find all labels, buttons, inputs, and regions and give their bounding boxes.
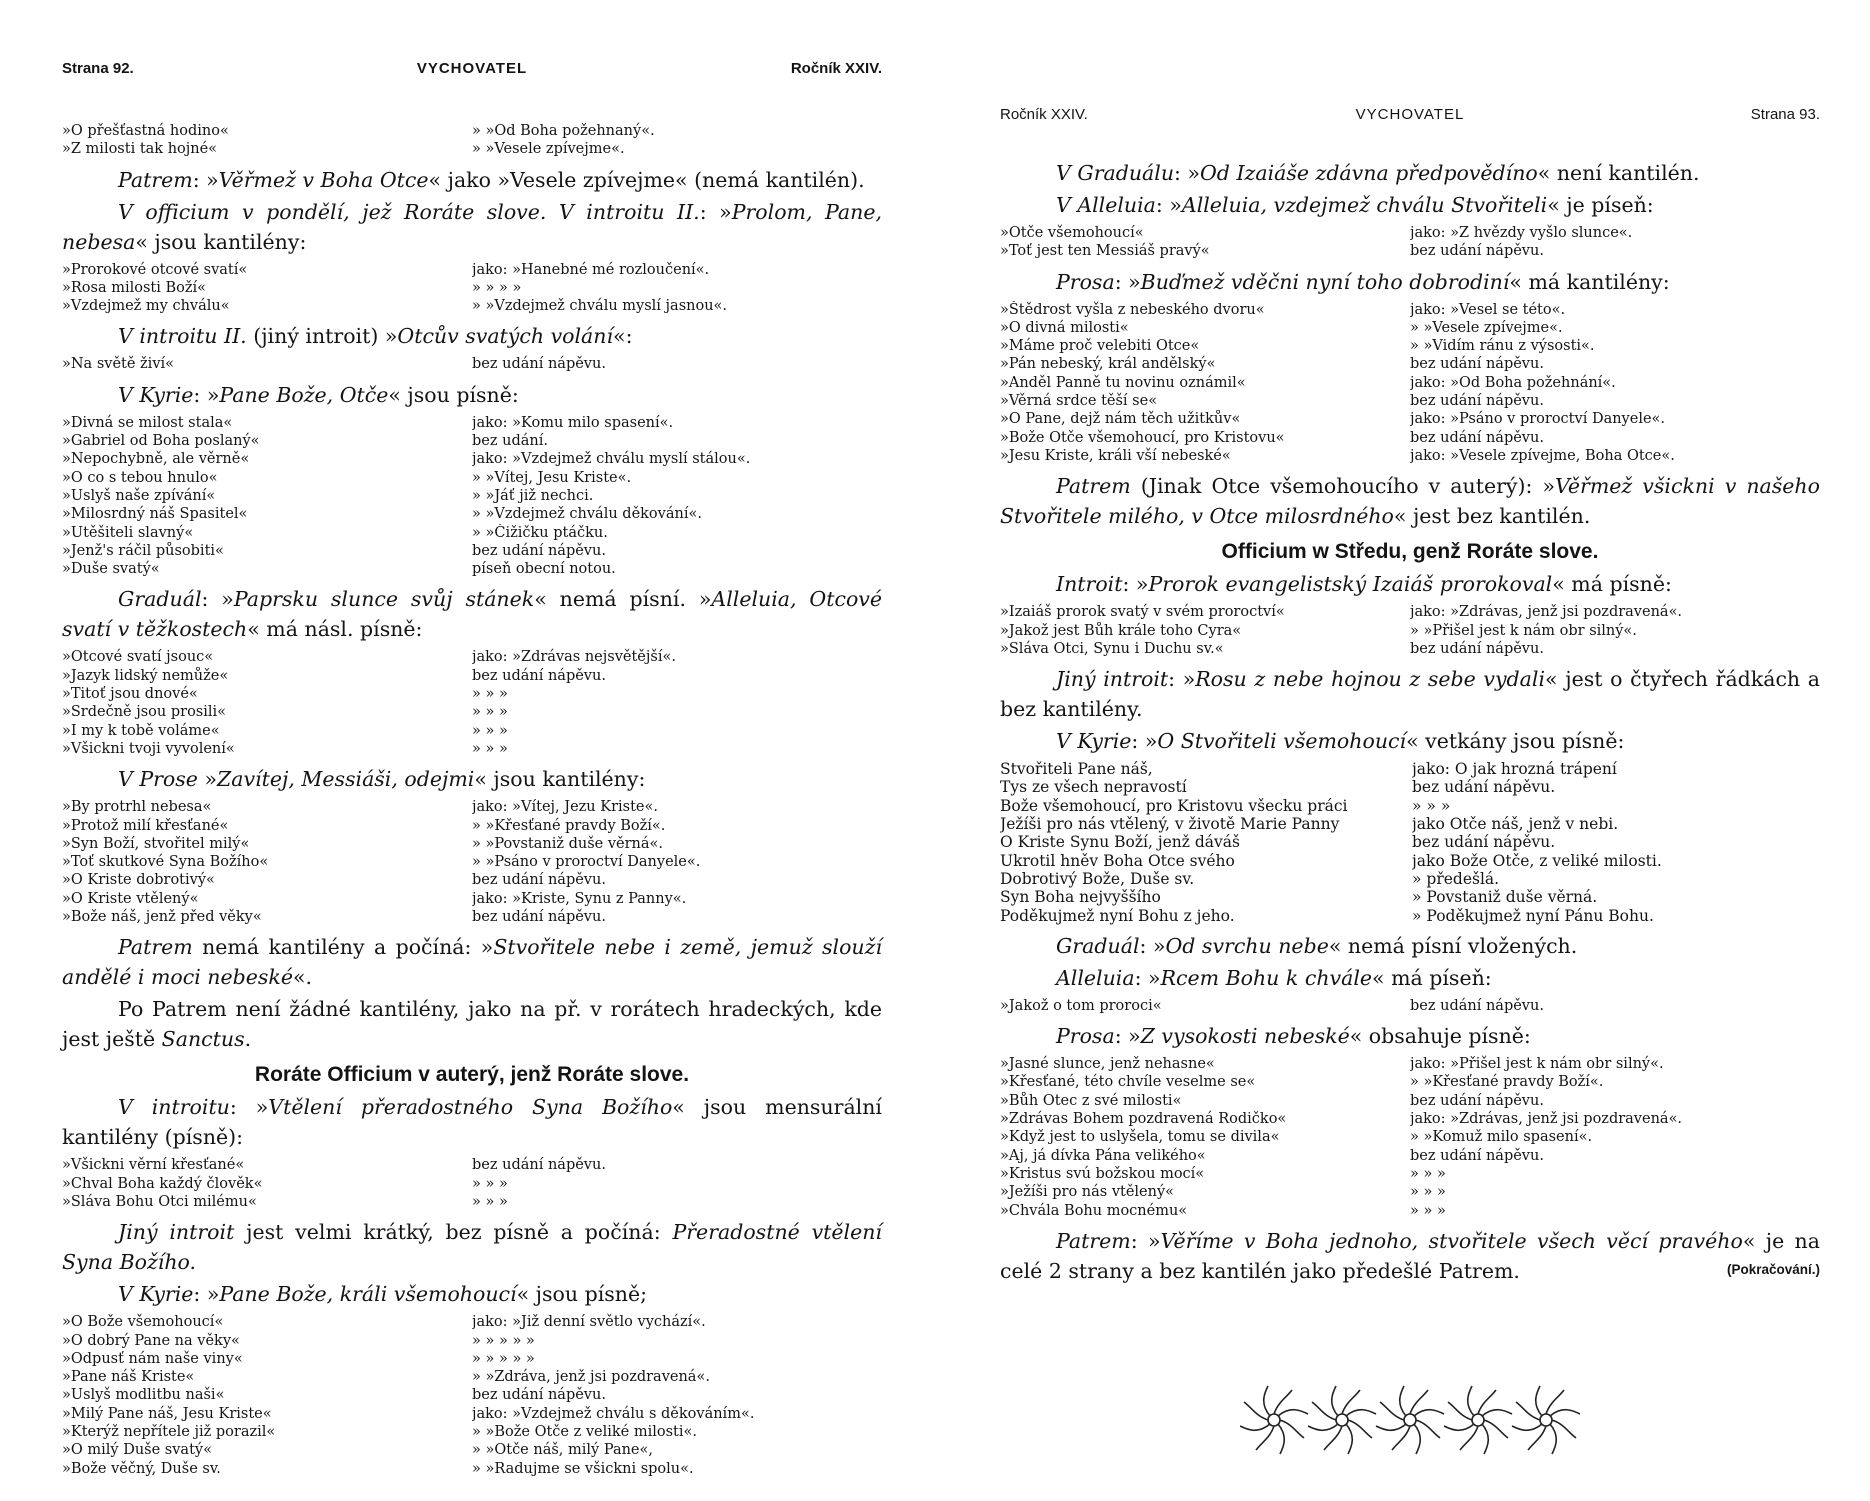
- song-title: »Jakož jest Bůh krále toho Cyra«: [1000, 622, 1242, 639]
- melody-reference: » »Radujme se všickni spolu«.: [472, 1460, 694, 1477]
- song-title: Stvořiteli Pane náš,: [1000, 760, 1153, 779]
- song-list-row: [1000, 870, 1820, 888]
- song-title: Dobrotivý Bože, Duše sv.: [1000, 869, 1195, 888]
- melody-reference: jako: »Zdrávas, jenž jsi pozdravená«.: [1410, 604, 1683, 621]
- melody-reference: » » »: [472, 740, 508, 757]
- melody-reference: jako: »Komu milo spasení«.: [472, 414, 674, 431]
- left-page-header: [62, 60, 882, 82]
- song-list-row: [62, 487, 882, 505]
- song-title: »Všickni věrní křesťané«: [62, 1157, 245, 1174]
- song-title: »Ježíši pro nás vtělený«: [1000, 1184, 1175, 1201]
- song-list-row: [1000, 447, 1820, 465]
- melody-reference: » »Přišel jest k nám obr silný«.: [1410, 622, 1637, 639]
- melody-reference: jako: »Již denní světlo vychází«.: [472, 1314, 706, 1331]
- melody-reference: » »Čižičku ptáčku.: [472, 524, 608, 541]
- melody-reference: » » »: [1410, 1202, 1446, 1219]
- song-list-row: [62, 722, 882, 740]
- song-list: [1000, 224, 1820, 261]
- song-title: »O přešťastná hodino«: [62, 123, 229, 139]
- song-list-row: [1000, 797, 1820, 815]
- melody-reference: » » » »: [472, 279, 522, 296]
- song-title: »Vzdejmež my chválu«: [62, 298, 230, 315]
- song-title: Tys ze všech nepravostí: [1000, 778, 1187, 797]
- song-title: »Na světě živí«: [62, 356, 175, 373]
- song-list-row: [1000, 833, 1820, 851]
- melody-reference: » »Vidím ránu z výsosti«.: [1410, 338, 1595, 355]
- melody-reference: » » »: [1412, 796, 1451, 815]
- song-list-row: [1000, 778, 1820, 796]
- song-title: »Jenž's ráčil působiti«: [62, 542, 224, 559]
- song-title: »Rosa milosti Boží«: [62, 279, 207, 296]
- song-list-row: [62, 414, 882, 432]
- song-list-row: [1000, 1183, 1820, 1201]
- song-list-row: [1000, 907, 1820, 925]
- song-list-row: [62, 853, 882, 871]
- melody-reference: » »Vesele zpívejme«.: [472, 141, 625, 158]
- melody-reference: » Povstaniž duše věrná.: [1412, 888, 1598, 907]
- song-list-row: [1000, 392, 1820, 410]
- song-list-row: [1000, 1073, 1820, 1091]
- melody-reference: jako: »Z hvězdy vyšlo slunce«.: [1410, 225, 1633, 241]
- melody-reference: jako: »Vesel se této«.: [1410, 301, 1566, 318]
- song-list-row: [62, 1156, 882, 1174]
- song-title: »Všickni tvoji vyvolení«: [62, 740, 235, 757]
- text-paragraph: Graduál: »Od svrchu nebe« nemá písní vložených.: [1056, 933, 1578, 958]
- melody-reference: bez udání nápěvu.: [472, 909, 606, 926]
- melody-reference: » »Křesťané pravdy Boží«.: [472, 817, 666, 834]
- song-list: [62, 1156, 882, 1211]
- song-title: »Nepochybně, ale věrně«: [62, 451, 250, 468]
- melody-reference: bez udání.: [472, 433, 548, 450]
- melody-reference: » »Otče náš, milý Pane«,: [472, 1442, 653, 1459]
- song-title: O Kriste Synu Boží, jenž dáváš: [1000, 833, 1241, 852]
- melody-reference: jako: »Hanebné mé rozloučení«.: [472, 261, 710, 278]
- melody-reference: » »Povstaniž duše věrná«.: [472, 835, 663, 852]
- song-title: »Uslyš modlitbu naši«: [62, 1387, 225, 1404]
- song-title: »Věrná srdce těší se«: [1000, 393, 1158, 410]
- song-title: »Pán nebeský, král andělský«: [1000, 356, 1216, 373]
- song-list-row: [62, 1175, 882, 1193]
- melody-reference: » »Psáno v proroctví Danyele«.: [472, 854, 701, 871]
- song-title: »Aj, já dívka Pána velikého«: [1000, 1147, 1206, 1164]
- song-list-row: [62, 1350, 882, 1368]
- song-title: »Štědrost vyšla z nebeského dvoru«: [1000, 301, 1265, 318]
- song-title: »Protož milí křesťané«: [62, 817, 229, 834]
- melody-reference: » »Vítej, Jesu Kriste«.: [472, 469, 632, 486]
- melody-reference: » » » » »: [472, 1350, 535, 1367]
- text-paragraph: V Graduálu: »Od Izaiáše zdávna předpovědíno« není kantilén.: [1056, 161, 1700, 185]
- song-list-row: [62, 1368, 882, 1386]
- song-list-row: [62, 122, 882, 140]
- song-list-row: [1000, 852, 1820, 870]
- song-title: Bože všemohoucí, pro Kristovu všecku práci: [1000, 796, 1348, 815]
- song-title: »Pane náš Kriste«: [62, 1369, 195, 1386]
- song-title: »Titoť jsou dnové«: [62, 686, 198, 703]
- song-title: »Bože věčný, Duše sv.: [62, 1460, 221, 1477]
- text-paragraph: V Kyrie: »O Stvořiteli všemohoucí« vetkány jsou písně:: [1056, 729, 1625, 754]
- song-title: »Prorokové otcové svatí«: [62, 261, 248, 278]
- melody-reference: » » »: [472, 1175, 508, 1192]
- song-list-row: [1000, 319, 1820, 337]
- melody-reference: » » »: [472, 686, 508, 703]
- song-list: [62, 122, 882, 159]
- melody-reference: bez udání nápěvu.: [1410, 1147, 1544, 1164]
- song-title: »Křesťané, této chvíle veselme se«: [1000, 1074, 1256, 1091]
- song-list-row: [62, 1460, 882, 1478]
- song-title: »O Pane, dejž nám těch užitkův«: [1000, 411, 1241, 428]
- right-page-header: [1000, 106, 1820, 128]
- text-paragraph: V Prose »Zavítej, Messiáši, odejmi« jsou kantilény:: [118, 767, 646, 792]
- melody-reference: bez udání nápěvu.: [472, 1157, 606, 1174]
- melody-reference: » »Komuž milo spasení«.: [1410, 1129, 1593, 1146]
- song-title: »O Bože všemohoucí«: [62, 1314, 224, 1331]
- song-title: »Z milosti tak hojné«: [62, 141, 218, 158]
- song-title: Poděkujmež nyní Bohu z jeho.: [1000, 906, 1235, 925]
- song-title: »Máme proč velebiti Otce«: [1000, 338, 1200, 355]
- volume-label: Ročník XXIV.: [1000, 106, 1088, 123]
- song-title: »Jasné slunce, jenž nehasne«: [1000, 1056, 1215, 1073]
- text-paragraph: Introit: »Prorok evangelistský Izaiáš prorokoval« má písně:: [1056, 572, 1672, 597]
- song-list-row: [1000, 410, 1820, 428]
- song-list: [1000, 1055, 1820, 1220]
- song-title: »Sláva Bohu Otci milému«: [62, 1193, 257, 1210]
- song-title: Ježíši pro nás vtělený, v životě Marie Panny: [1000, 815, 1340, 834]
- song-list-row: [62, 355, 882, 373]
- melody-reference: » předešlá.: [1412, 869, 1500, 888]
- song-title: »Kristus svú božskou mocí«: [1000, 1165, 1205, 1182]
- text-paragraph: V introitu II. (jiný introit) »Otcův svatých volání«:: [118, 324, 633, 349]
- song-list-row: [62, 279, 882, 297]
- melody-reference: jako: »Přišel jest k nám obr silný«.: [1410, 1056, 1664, 1073]
- song-title: »Anděl Panně tu novinu oznámil«: [1000, 374, 1246, 391]
- melody-reference: » » »: [472, 704, 508, 721]
- song-title: »Uslyš naše zpívání«: [62, 487, 216, 504]
- melody-reference: bez udání nápěvu.: [1410, 243, 1544, 260]
- song-list-row: [62, 560, 882, 578]
- text-paragraph: Jiný introit jest velmi krátký, bez písně a počíná: Přeradostné vtělení Syna Božího.: [62, 1220, 882, 1275]
- melody-reference: jako Bože Otče, z veliké milosti.: [1412, 851, 1662, 870]
- song-list-row: [62, 740, 882, 758]
- song-title: Syn Boha nejvyššího: [1000, 888, 1161, 907]
- song-list-row: [1000, 888, 1820, 906]
- text-paragraph: Jiný introit: »Rosu z nebe hojnou z sebe vydali« jest o čtyřech řádkách a bez kantilény.: [1000, 667, 1820, 722]
- song-title: »Chvála Bohu mocnému«: [1000, 1202, 1188, 1219]
- text-paragraph: Prosa: »Buďmež vděčni nyní toho dobrodiní« má kantilény:: [1056, 269, 1670, 294]
- decorative-flourish-ornament: [1240, 1380, 1580, 1460]
- song-list-row: [62, 469, 882, 487]
- journal-title: VYCHOVATEL: [416, 60, 528, 77]
- text-paragraph: V Kyrie: »Pane Bože, králi všemohoucí« jsou písně;: [118, 1282, 648, 1307]
- song-list-row: [62, 1441, 882, 1459]
- song-list: [1000, 301, 1820, 466]
- song-title: »Milosrdný náš Spasitel«: [62, 506, 248, 523]
- melody-reference: bez udání nápěvu.: [1410, 640, 1544, 657]
- song-title: »O Kriste dobrotivý«: [62, 872, 215, 889]
- song-title: »Toť jest ten Messiáš pravý«: [1000, 243, 1210, 260]
- song-list-row: [1000, 1165, 1820, 1183]
- song-title: »Sláva Otci, Synu i Duchu sv.«: [1000, 640, 1224, 657]
- melody-reference: jako Otče náš, jenž v nebi.: [1412, 815, 1619, 834]
- section-heading: Officium w Středu, genž Roráte slove.: [1221, 540, 1599, 564]
- melody-reference: jako: »Zdrávas, jenž jsi pozdravená«.: [1410, 1111, 1683, 1128]
- song-list-row: [1000, 337, 1820, 355]
- song-list-row: [1000, 640, 1820, 658]
- melody-reference: » » »: [1410, 1165, 1446, 1182]
- song-title: »Syn Boží, stvořitel milý«: [62, 835, 250, 852]
- text-paragraph: Patrem nemá kantilény a počíná: »Stvořitele nebe i země, jemuž slouží andělé i moci nebeské«.: [62, 935, 882, 990]
- song-list-row: [1000, 429, 1820, 447]
- song-list-row: [62, 835, 882, 853]
- melody-reference: bez udání nápěvu.: [472, 542, 606, 559]
- melody-reference: jako: »Zdrávas nejsvětější«.: [472, 649, 676, 666]
- song-list-row: [1000, 1055, 1820, 1073]
- melody-reference: bez udání nápěvu.: [472, 1387, 606, 1404]
- song-list-row: [1000, 374, 1820, 392]
- melody-reference: jako: »Kriste, Synu z Panny«.: [472, 890, 687, 907]
- text-paragraph: Patrem: »Věřmež v Boha Otce« jako »Vesele zpívejme« (nemá kantilén).: [118, 167, 865, 192]
- melody-reference: jako: »Od Boha požehnání«.: [1410, 374, 1616, 391]
- song-title: »Odpusť nám naše viny«: [62, 1350, 243, 1367]
- song-list-row: [62, 648, 882, 666]
- melody-reference: bez udání nápěvu.: [1410, 393, 1544, 410]
- melody-reference: bez udání nápěvu.: [1410, 1092, 1544, 1109]
- melody-reference: » » »: [1410, 1184, 1446, 1201]
- song-list: [62, 355, 882, 373]
- melody-reference: » »Vesele zpívejme«.: [1410, 319, 1563, 336]
- melody-reference: bez udání nápěvu.: [472, 667, 606, 684]
- song-list-row: [62, 524, 882, 542]
- song-title: »By protrhl nebesa«: [62, 799, 212, 816]
- song-title: »Otče všemohoucí«: [1000, 225, 1144, 241]
- song-title: »Jazyk lidský nemůže«: [62, 667, 229, 684]
- song-list: [1000, 997, 1820, 1015]
- song-list-row: [62, 261, 882, 279]
- song-title: »Milý Pane náš, Jesu Kriste«: [62, 1405, 272, 1422]
- page-number: Strana 93.: [1750, 106, 1820, 123]
- song-list-row: [62, 667, 882, 685]
- melody-reference: » »Bože Otče z veliké milosti«.: [472, 1423, 698, 1440]
- song-list-row: [1000, 1202, 1820, 1220]
- song-list-row: [62, 685, 882, 703]
- right-page-body: [1000, 156, 1820, 1286]
- song-title: »Izaiáš prorok svatý v svém proroctví«: [1000, 604, 1285, 621]
- song-title: »O co s tebou hnulo«: [62, 469, 218, 486]
- section-heading: Roráte Officium v auterý, jenž Roráte slove.: [254, 1063, 690, 1087]
- song-list-row: [62, 908, 882, 926]
- song-list-row: [62, 817, 882, 835]
- song-title: »Bůh Otec z své milosti«: [1000, 1092, 1182, 1109]
- song-title: »O milý Duše svatý«: [62, 1442, 212, 1459]
- melody-reference: bez udání nápěvu.: [1410, 356, 1544, 373]
- song-list: [62, 798, 882, 926]
- text-paragraph: V Kyrie: »Pane Bože, Otče« jsou písně:: [118, 382, 519, 407]
- song-list-row: [62, 1313, 882, 1331]
- song-list-row: [1000, 815, 1820, 833]
- song-list-row: [62, 1193, 882, 1211]
- melody-reference: bez udání nápěvu.: [1412, 778, 1556, 797]
- song-list: [62, 414, 882, 579]
- song-title: »Kterýž nepřítele již porazil«: [62, 1423, 276, 1440]
- melody-reference: jako: »Vzdejmež chválu myslí stálou«.: [472, 451, 751, 468]
- song-title: »Duše svatý«: [62, 561, 160, 578]
- text-paragraph: V Alleluia: »Alleluia, vzdejmež chválu Stvořiteli« je píseň:: [1056, 193, 1654, 217]
- song-title: »Když jest to uslyšela, tomu se divila«: [1000, 1129, 1280, 1146]
- song-list-row: [1000, 1128, 1820, 1146]
- song-list-row: [62, 505, 882, 523]
- song-list-row: [1000, 224, 1820, 242]
- song-title: »O Kriste vtělený«: [62, 890, 199, 907]
- melody-reference: » »Vzdejmež chválu myslí jasnou«.: [472, 298, 728, 315]
- song-list-row: [1000, 997, 1820, 1015]
- melody-reference: jako: O jak hrozná trápení: [1412, 760, 1617, 779]
- song-title: Ukrotil hněv Boha Otce svého: [1000, 851, 1235, 870]
- page-number: Strana 92.: [62, 60, 134, 77]
- song-list-row: [1000, 242, 1820, 260]
- song-list-row: [62, 140, 882, 158]
- song-list: [62, 261, 882, 316]
- song-title: »Toť skutkové Syna Božího«: [62, 854, 269, 871]
- left-page-body: [62, 118, 882, 1484]
- song-list-row: [1000, 622, 1820, 640]
- song-list-row: [62, 297, 882, 315]
- melody-reference: » » »: [472, 722, 508, 739]
- melody-reference: bez udání nápěvu.: [1410, 997, 1544, 1014]
- song-list-row: [62, 890, 882, 908]
- song-title: »Srdečně jsou prosili«: [62, 704, 227, 721]
- song-title: »Divná se milost stala«: [62, 414, 233, 431]
- song-list-row: [62, 1332, 882, 1350]
- melody-reference: jako: »Vítej, Jezu Kriste«.: [472, 799, 658, 816]
- song-title: »Jakož o tom proroci«: [1000, 997, 1162, 1014]
- melody-reference: » »Křesťané pravdy Boží«.: [1410, 1074, 1604, 1091]
- song-list: [1000, 603, 1820, 658]
- song-list-row: [1000, 355, 1820, 373]
- melody-reference: » »Jáť již nechci.: [472, 487, 594, 504]
- song-title: »Chval Boha každý člověk«: [62, 1175, 263, 1192]
- melody-reference: bez udání nápěvu.: [472, 872, 606, 889]
- melody-reference: jako: »Psáno v proroctví Danyele«.: [1410, 411, 1666, 428]
- melody-reference: » »Od Boha požehnaný«.: [472, 123, 655, 139]
- song-title: »O dobrý Pane na věky«: [62, 1332, 240, 1349]
- song-list-row: [62, 1423, 882, 1441]
- song-title: »Jesu Kriste, králi vší nebeské«: [1000, 447, 1231, 464]
- song-list: [62, 648, 882, 758]
- song-list: [62, 1313, 882, 1478]
- song-list-row: [62, 798, 882, 816]
- melody-reference: jako: »Vzdejmež chválu s děkováním«.: [472, 1405, 755, 1422]
- text-paragraph: Prosa: »Z vysokosti nebeské« obsahuje písně:: [1056, 1024, 1531, 1049]
- melody-reference: bez udání nápěvu.: [472, 356, 606, 373]
- song-list-row: [62, 1386, 882, 1404]
- text-paragraph: V introitu: »Vtělení přeradostného Syna Božího« jsou mensurální kantilény (písně):: [62, 1095, 882, 1150]
- song-list-row: [62, 542, 882, 560]
- melody-reference: » Poděkujmež nyní Pánu Bohu.: [1412, 906, 1654, 925]
- text-paragraph: V officium v pondělí, jež Roráte slove. V introitu II.: »Prolom, Pane, nebesa« jsou kantilény:: [62, 199, 882, 254]
- melody-reference: píseň obecní notou.: [472, 561, 616, 578]
- song-list-row: [1000, 1092, 1820, 1110]
- song-list-row: [1000, 603, 1820, 621]
- text-paragraph: Patrem: »Věříme v Boha jednoho, stvořitele všech věcí pravého« je na celé 2 strany a bez kantilén jako předešlé Patrem.: [1000, 1228, 1820, 1283]
- song-title: »Otcové svatí jsouc«: [62, 649, 214, 666]
- song-list-row: [1000, 760, 1820, 778]
- text-paragraph: Patrem (Jinak Otce všemohoucího v auterý): »Věřmež všickni v našeho Stvořitele milého, v Otce milosrdného« jest bez kantilén.: [1000, 474, 1820, 529]
- song-list-row: [62, 432, 882, 450]
- song-title: »Utěšiteli slavný«: [62, 524, 194, 541]
- song-title: »I my k tobě voláme«: [62, 722, 220, 739]
- song-title: »Zdrávas Bohem pozdravená Rodičko«: [1000, 1111, 1287, 1128]
- continuation-note: (Pokračování.): [1726, 1261, 1820, 1277]
- melody-reference: » »Zdráva, jenž jsi pozdravená«.: [472, 1369, 710, 1386]
- song-list-row: [1000, 301, 1820, 319]
- text-paragraph: Alleluia: »Rcem Bohu k chvále« má píseň:: [1056, 965, 1492, 990]
- song-list-row: [62, 1405, 882, 1423]
- song-list-row: [1000, 1147, 1820, 1165]
- melody-reference: jako: »Vesele zpívejme, Boha Otce«.: [1410, 447, 1675, 464]
- song-list-row: [62, 871, 882, 889]
- song-title: »O divná milosti«: [1000, 319, 1129, 336]
- melody-reference: » » » » »: [472, 1332, 535, 1349]
- melody-reference: bez udání nápěvu.: [1412, 833, 1556, 852]
- volume-label: Ročník XXIV.: [790, 60, 882, 77]
- text-paragraph: Po Patrem není žádné kantilény, jako na př. v rorátech hradeckých, kde jest ještě Sanctus.: [62, 997, 882, 1052]
- song-title: »Gabriel od Boha poslaný«: [62, 433, 260, 450]
- song-list-row: [62, 703, 882, 721]
- melody-reference: » » »: [472, 1193, 508, 1210]
- melody-reference: » »Vzdejmež chválu děkování«.: [472, 506, 702, 523]
- song-title: »Bože Otče všemohoucí, pro Kristovu«: [1000, 429, 1285, 446]
- song-list: [1000, 760, 1820, 925]
- song-list-row: [1000, 1110, 1820, 1128]
- song-list-row: [62, 450, 882, 468]
- text-paragraph: Graduál: »Paprsku slunce svůj stánek« nemá písní. »Alleluia, Otcové svatí v těžkostech« má násl. písně:: [62, 587, 882, 642]
- melody-reference: bez udání nápěvu.: [1410, 429, 1544, 446]
- song-title: »Bože náš, jenž před věky«: [62, 909, 262, 926]
- journal-title: VYCHOVATEL: [1355, 106, 1465, 123]
